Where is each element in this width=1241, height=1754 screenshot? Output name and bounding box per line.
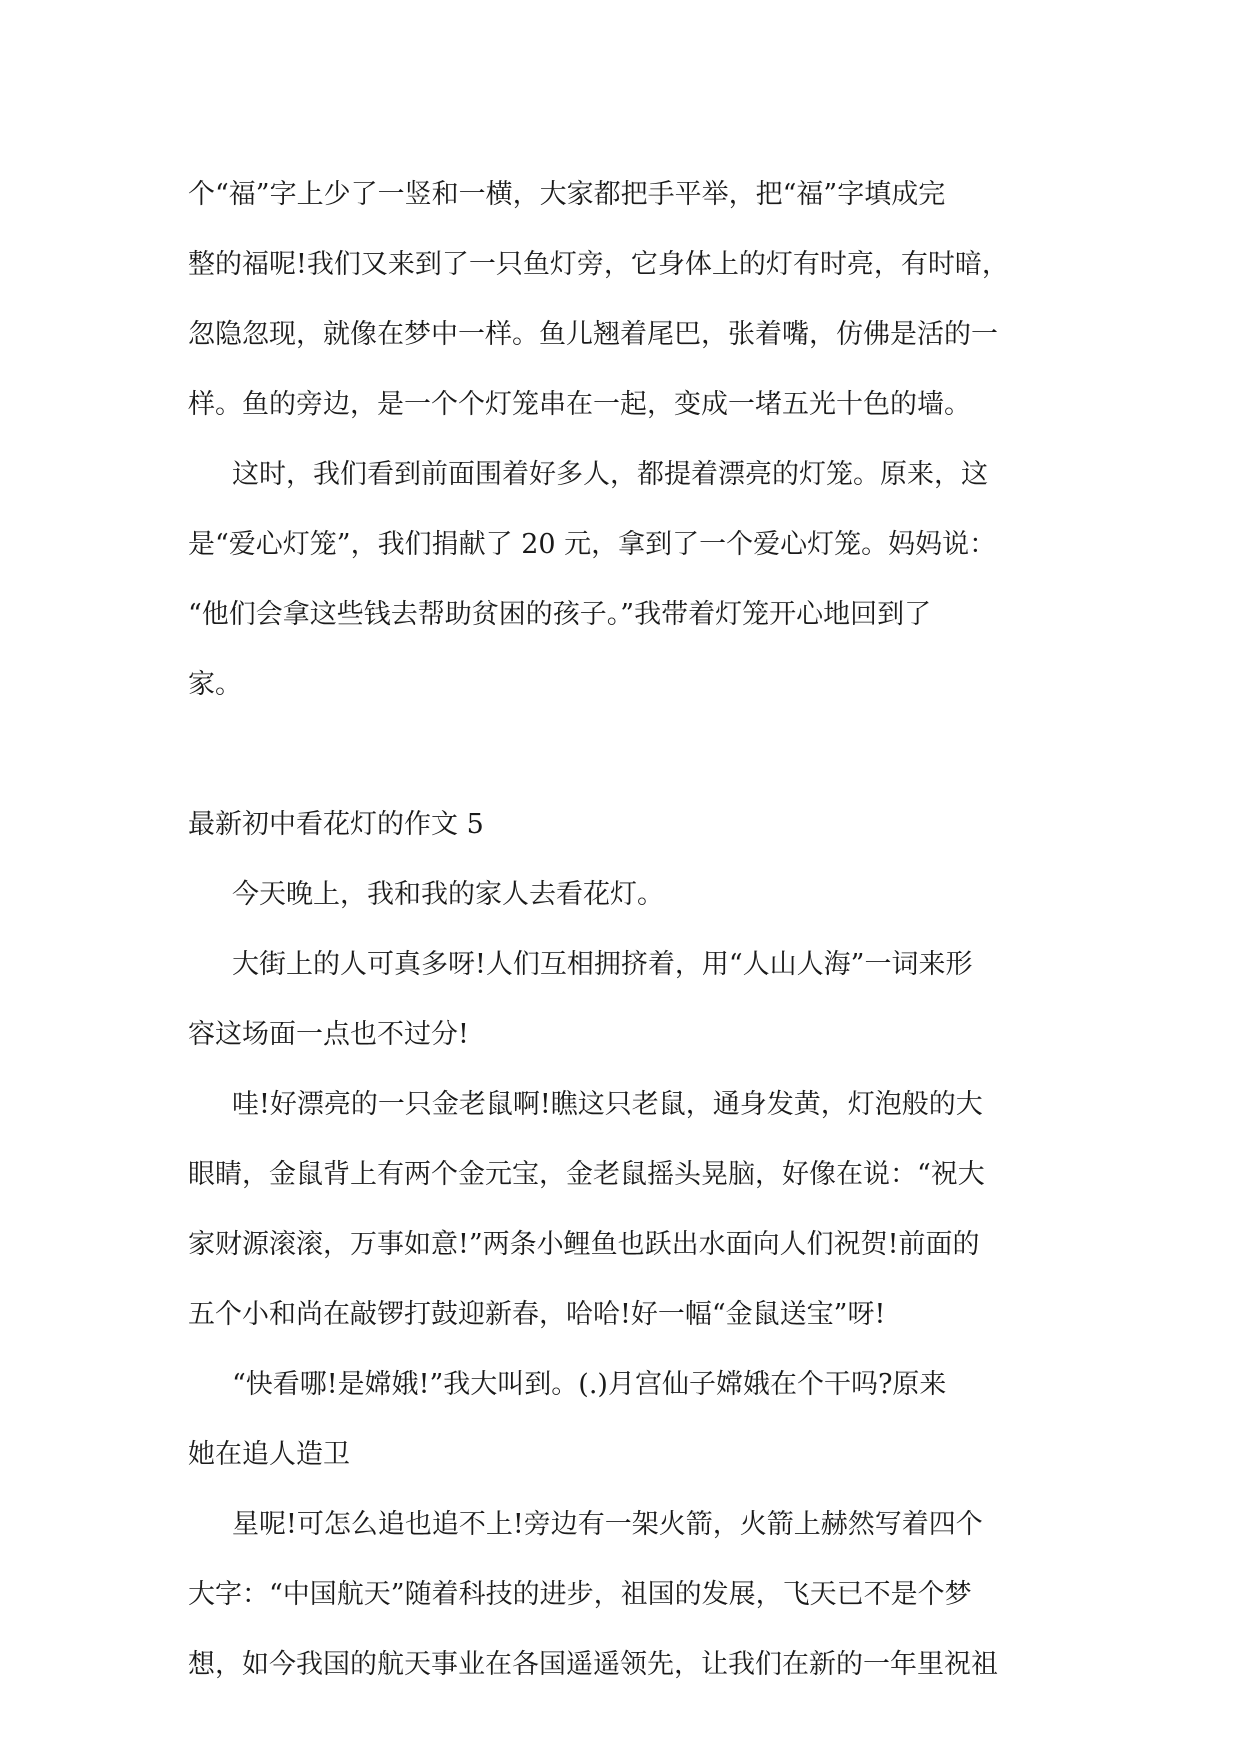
section-heading: 最新初中看花灯的作文 5 [188,809,484,840]
paragraph-lantern-fish [188,160,1068,440]
text-line: 今天晚上，我和我的家人去看花灯。 [232,879,664,910]
paragraph-change-e [188,1350,1068,1490]
text-line: 个“福”字上少了一竖和一横，大家都把手平举，把“福”字填成完 [188,179,946,210]
text-line: 这时，我们看到前面围着好多人，都提着漂亮的灯笼。原来，这 [232,459,988,490]
text-line: 家。 [188,669,242,700]
text-line: 她在追人造卫 [188,1439,350,1470]
text-line: “他们会拿这些钱去帮助贫困的孩子。”我带着灯笼开心地回到了 [188,599,932,630]
text-line: 五个小和尚在敲锣打鼓迎新春，哈哈!好一幅“金鼠送宝”呀! [188,1299,886,1330]
document-body [188,160,1068,1700]
text-line: 家财源滚滚，万事如意!”两条小鲤鱼也跃出水面向人们祝贺!前面的 [188,1229,980,1260]
paragraph-love-lantern [188,440,1068,720]
text-line: 大字：“中国航天”随着科技的进步，祖国的发展，飞天已不是个梦 [188,1579,972,1610]
text-line: 是“爱心灯笼”，我们捐献了 20 元，拿到了一个爱心灯笼。妈妈说： [188,529,997,560]
text-line: 整的福呢!我们又来到了一只鱼灯旁，它身体上的灯有时亮，有时暗， [188,249,1009,280]
text-line: 眼睛，金鼠背上有两个金元宝，金老鼠摇头晃脑，好像在说：“祝大 [188,1159,985,1190]
text-line: 样。鱼的旁边，是一个个灯笼串在一起，变成一堵五光十色的墙。 [188,389,971,420]
text-line: 容这场面一点也不过分! [188,1019,469,1050]
paragraph-golden-mouse [188,1070,1068,1350]
paragraph-crowd [188,930,1068,1070]
paragraph-satellite [188,1490,1068,1700]
section-gap [188,720,1068,790]
text-line: “快看哪!是嫦娥!”我大叫到。(.)月宫仙子嫦娥在个干吗?原来 [232,1369,947,1400]
text-line: 哇!好漂亮的一只金老鼠啊!瞧这只老鼠，通身发黄，灯泡般的大 [232,1089,983,1120]
text-line: 想，如今我国的航天事业在各国遥遥领先，让我们在新的一年里祝祖 [188,1649,998,1680]
text-line: 大街上的人可真多呀!人们互相拥挤着，用“人山人海”一词来形 [232,949,973,980]
text-line: 星呢!可怎么追也追不上!旁边有一架火箭，火箭上赫然写着四个 [232,1509,983,1540]
text-line: 忽隐忽现，就像在梦中一样。鱼儿翘着尾巴，张着嘴，仿佛是活的一 [188,319,998,350]
paragraph-tonight [188,860,1068,930]
